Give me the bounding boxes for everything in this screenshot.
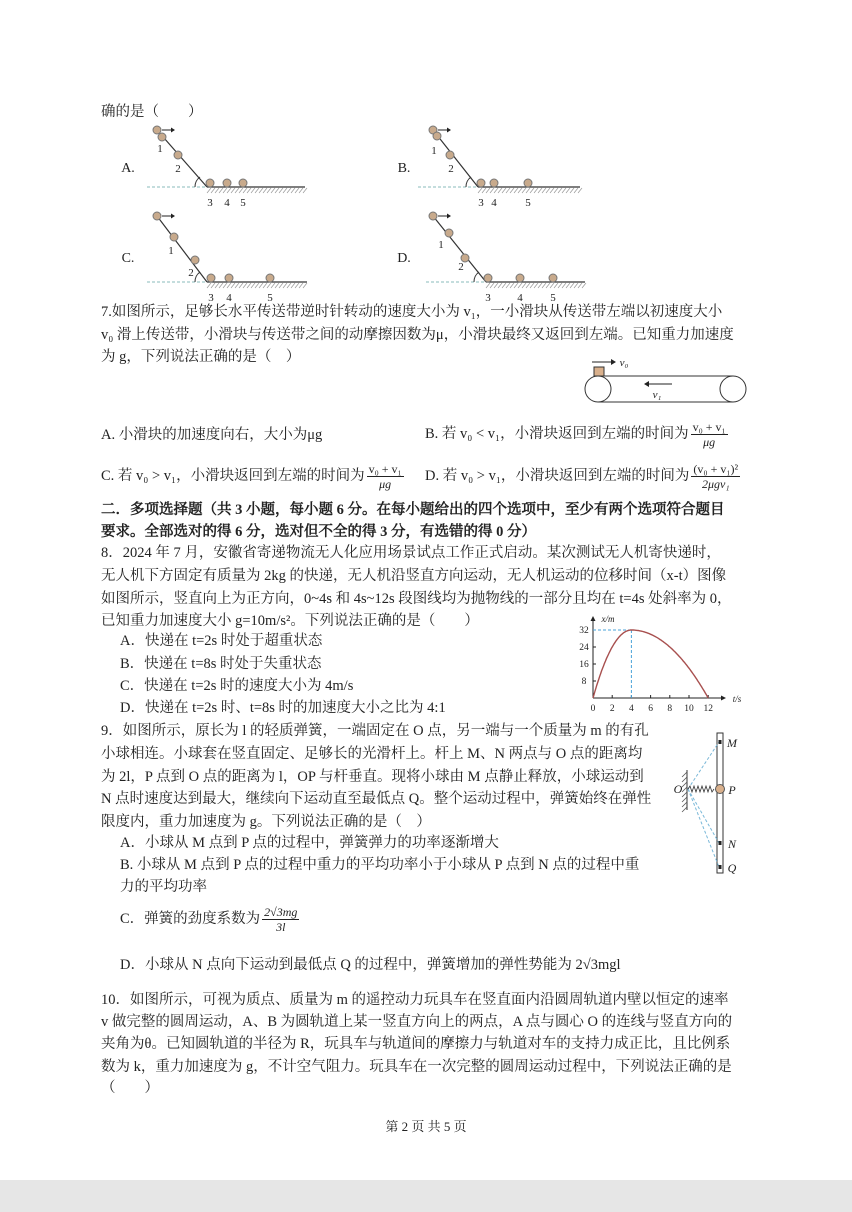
q10-line: v 做完整的圆周运动，A、B 为圆轨道上某一竖直方向上的两点，A 点与圆心 O 的连线与竖直方向的 (101, 1014, 733, 1030)
section-heading: 二．多项选择题（共 3 小题，每小题 6 分。在每小题给出的四个选项中，至少有两个选项符合题目 (101, 502, 725, 518)
ground-hatch (303, 188, 307, 193)
x-tick-label: 2 (609, 704, 615, 714)
ground-hatch (518, 283, 522, 288)
ground-hatch (558, 188, 562, 193)
angle-arc (466, 177, 471, 187)
x-tick-label: 10 (684, 704, 694, 714)
ground-hatch (287, 283, 291, 288)
ground-hatch (259, 188, 263, 193)
x-tick-label: 12 (703, 704, 713, 714)
ground-hatch (582, 283, 586, 288)
ground-hatch (243, 188, 247, 193)
ground-hatch (578, 188, 582, 193)
ground-hatch (211, 283, 215, 288)
ground-hatch (490, 283, 494, 288)
ball (158, 133, 166, 141)
ground-hatch (235, 188, 239, 193)
position-number: 1 (157, 143, 163, 155)
ground-hatch (283, 188, 287, 193)
ground-hatch (251, 283, 255, 288)
ball (433, 132, 441, 140)
ground-hatch (219, 283, 223, 288)
ball (174, 151, 182, 159)
ground-hatch (546, 283, 550, 288)
ground-hatch (223, 188, 227, 193)
ground-hatch (486, 188, 490, 193)
position-number: 1 (168, 245, 174, 257)
position-number: 1 (438, 239, 444, 251)
option-label: B. (397, 161, 411, 176)
x-axis-label: t/s (732, 694, 742, 704)
q9-line: 为 2l，P 点到 O 点的距离为 l，OP 与杆垂直。现将小球由 M 点静止释放，小球运动到 (101, 769, 644, 785)
position-number: 2 (458, 261, 464, 273)
point-label-M: M (727, 736, 737, 750)
ground-hatch (247, 188, 251, 193)
wall-hatch (682, 802, 687, 807)
ground-hatch (227, 188, 231, 193)
q7-option-b (425, 420, 730, 449)
ground-hatch (554, 283, 558, 288)
ground-hatch (498, 188, 502, 193)
q10-line: （ ） (101, 1080, 159, 1096)
q9-line: 限度内，重力加速度为 g。下列说法正确的是（ ） (101, 814, 431, 830)
ground-hatch (534, 188, 538, 193)
ground-hatch (482, 188, 486, 193)
ball (477, 179, 485, 187)
ground-hatch (566, 283, 570, 288)
position-number: 5 (240, 197, 246, 209)
q9-line: N 点时速度达到最大，继续向下运动直至最低点 Q。整个运动过程中，弹簧始终在弹性 (101, 791, 652, 807)
ball (549, 274, 557, 282)
numerator: (v₀ + v₁)² (693, 462, 739, 476)
displacement-curve (593, 630, 708, 698)
point-label-O: O (673, 782, 683, 796)
ground-hatch (530, 283, 534, 288)
ground-hatch (574, 283, 578, 288)
q8-line: 无人机下方固定有质量为 2kg 的快递，无人机沿竖直方向运动，无人机运动的位移时间（x-t）图像 (101, 568, 727, 584)
ball (445, 229, 453, 237)
ground-hatch (299, 283, 303, 288)
option-label: A. (121, 161, 135, 176)
q9-option-a: A．小球从 M 点到 P 点的过程中，弹簧弹力的功率逐渐增大 (120, 835, 499, 851)
q8-line: 已知重力加速度大小 g=10m/s²。下列说法正确的是（ ） (101, 613, 479, 629)
ball (490, 179, 498, 187)
x-tick-label: 8 (667, 704, 673, 714)
q8-option-c: C．快递在 t=2s 时的速度大小为 4m/s (120, 678, 354, 694)
ground-hatch (510, 188, 514, 193)
ground-hatch (291, 283, 295, 288)
arrow-head-icon (644, 381, 649, 387)
angle-arc (474, 272, 479, 282)
ground-hatch (506, 283, 510, 288)
ground-hatch (498, 283, 502, 288)
position-number: 3 (208, 292, 214, 304)
q9-option-c (120, 905, 301, 934)
ground-hatch (570, 283, 574, 288)
ground-hatch (271, 188, 275, 193)
y-axis-label: x/m (601, 614, 615, 624)
right-pulley (720, 376, 746, 402)
ground-hatch (219, 188, 223, 193)
arrow-head-icon (447, 214, 451, 219)
q7-line: 7.如图所示，足够长水平传送带逆时针转动的速度大小为 v₁，一小滑块从传送带左端以初速度大小 (101, 304, 723, 320)
ball (266, 274, 274, 282)
ball (516, 274, 524, 282)
x-tick-label: 6 (648, 704, 653, 714)
ground-hatch (558, 283, 562, 288)
ground-hatch (231, 283, 235, 288)
ground-hatch (562, 283, 566, 288)
ground-hatch (550, 188, 554, 193)
ground-hatch (295, 283, 299, 288)
ground-hatch (494, 283, 498, 288)
position-number: 2 (188, 267, 194, 279)
position-number: 4 (517, 292, 523, 304)
vertical-rod (717, 733, 723, 873)
dashed-line-to-N (688, 789, 719, 843)
left-pulley (585, 376, 611, 402)
position-number: 4 (224, 197, 230, 209)
point-marker-M (719, 740, 722, 744)
ground-hatch (518, 188, 522, 193)
numerator: v₀ + v₁ (692, 420, 726, 434)
q7-option-d-text: D. 若 v₀ > v₁，小滑块返回到左端的时间为 (425, 467, 690, 484)
wall-hatch (682, 787, 687, 792)
y-tick-label: 8 (581, 677, 587, 687)
ground-hatch (538, 283, 542, 288)
point-marker-N (719, 841, 722, 845)
q8-option-b: B．快递在 t=8s 时处于失重状态 (120, 656, 322, 672)
q7-option-c-fraction (367, 462, 404, 491)
ground-hatch (271, 283, 275, 288)
ground-hatch (530, 188, 534, 193)
ground-hatch (267, 188, 271, 193)
ground-hatch (243, 283, 247, 288)
q8-line: 如图所示，竖直向上为正方向，0~4s 和 4s~12s 段图线均为抛物线的一部分且均在 t=4s 处斜率为 0， (101, 591, 732, 607)
point-marker-Q (719, 865, 722, 869)
q6-question-tail: 确的是（ ） (101, 104, 203, 120)
ball (524, 179, 532, 187)
arrow-head-icon (447, 128, 451, 133)
ground-hatch (207, 188, 211, 193)
position-number: 3 (485, 292, 491, 304)
ground-hatch (490, 188, 494, 193)
wall-hatch (682, 777, 687, 782)
y-axis-arrow-icon (591, 616, 596, 621)
ground-hatch (510, 283, 514, 288)
ground-hatch (215, 283, 219, 288)
q9-option-d: D．小球从 N 点向下运动到最低点 Q 的过程中，弹簧增加的弹性势能为 2√3mgl (120, 957, 621, 973)
ground-hatch (279, 188, 283, 193)
ground-hatch (542, 188, 546, 193)
start-ball (153, 126, 161, 134)
ground-hatch (259, 283, 263, 288)
q9-option-c-fraction (262, 905, 299, 934)
section-heading: 要求。全部选对的得 6 分，选对但不全的得 3 分，有选错的得 0 分） (101, 524, 536, 540)
x-axis-arrow-icon (721, 696, 726, 701)
y-tick-label: 24 (579, 643, 589, 653)
position-number: 2 (175, 163, 181, 175)
ground-hatch (566, 188, 570, 193)
ground-hatch (578, 283, 582, 288)
ground-hatch (550, 283, 554, 288)
ground-hatch (275, 188, 279, 193)
x-tick-label: 0 (590, 704, 596, 714)
ball (206, 179, 214, 187)
q10-line: 数为 k，重力加速度为 g，不计空气阻力。玩具车在一次完整的圆周运动过程中，下列说法正确的是 (101, 1059, 732, 1075)
wall-hatch (682, 807, 687, 812)
ground-hatch (303, 283, 307, 288)
ground-hatch (211, 188, 215, 193)
q9-line: 小球相连。小球套在竖直固定、足够长的光滑杆上。杆上 M、N 两点与 O 点的距离均 (101, 746, 643, 762)
numerator: 2√3mg (264, 905, 298, 919)
ground-hatch (538, 188, 542, 193)
ground-hatch (239, 283, 243, 288)
ground-hatch (291, 188, 295, 193)
x-tick-label: 4 (629, 704, 634, 714)
position-number: 5 (550, 292, 556, 304)
q7-option-d (425, 462, 742, 491)
wall-hatch (682, 792, 687, 797)
ground-hatch (235, 283, 239, 288)
point-label-P: P (728, 783, 736, 797)
ground-hatch (255, 283, 259, 288)
ground-hatch (526, 188, 530, 193)
ground-hatch (227, 283, 231, 288)
ground-hatch (247, 283, 251, 288)
ball (191, 256, 199, 264)
ground-hatch (215, 188, 219, 193)
y-tick-label: 32 (579, 626, 589, 636)
ground-hatch (522, 188, 526, 193)
ground-hatch (223, 283, 227, 288)
ground-hatch (542, 283, 546, 288)
v1-label: v₁ (652, 389, 662, 401)
q8-line: 8．2024 年 7 月，安徽省寄递物流无人化应用场景试点工作正式启动。某次测试无人机寄快递时， (101, 545, 721, 561)
ground-hatch (486, 283, 490, 288)
wall-hatch (682, 797, 687, 802)
ground-hatch (534, 283, 538, 288)
ground-hatch (267, 283, 271, 288)
ground-hatch (522, 283, 526, 288)
start-ball (153, 212, 161, 220)
q8-option-d: D．快递在 t=2s 时、t=8s 时的加速度大小之比为 4:1 (120, 700, 446, 716)
position-number: 5 (525, 197, 531, 209)
q9-option-b-cont: 力的平均功率 (120, 879, 207, 895)
ground-hatch (574, 188, 578, 193)
arrow-head-icon (171, 214, 175, 219)
denominator: μg (703, 435, 716, 449)
ball (446, 151, 454, 159)
ground-hatch (506, 188, 510, 193)
q7-option-a: A. 小滑块的加速度向右，大小为μg (101, 427, 323, 443)
ball (239, 179, 247, 187)
q10-line: 10．如图所示，可视为质点、质量为 m 的遥控动力玩具车在竖直面内沿圆周轨道内壁以恒定的速率 (101, 992, 729, 1008)
ball (207, 274, 215, 282)
spring (688, 786, 714, 792)
ground-hatch (231, 188, 235, 193)
ground-hatch (299, 188, 303, 193)
ground-hatch (570, 188, 574, 193)
page-bottom-margin (0, 1180, 852, 1212)
position-number: 3 (478, 197, 484, 209)
q7-option-b-text: B. 若 v₀ < v₁，小滑块返回到左端的时间为 (425, 425, 689, 442)
position-number: 5 (267, 292, 273, 304)
ground-hatch (562, 188, 566, 193)
dashed-line-to-M (688, 742, 719, 789)
q8-option-a: A．快递在 t=2s 时处于超重状态 (120, 633, 323, 649)
q10-line: 夹角为θ。已知圆轨道的半径为 R，玩具车与轨道间的摩擦力与轨道对车的支持力成正比，且比例系 (101, 1036, 731, 1052)
q9-option-c-text: C．弹簧的劲度系数为 (120, 910, 261, 927)
dashed-line-to-Q (688, 789, 719, 867)
ground-hatch (514, 188, 518, 193)
ground-hatch (275, 283, 279, 288)
ball (170, 233, 178, 241)
ground-hatch (554, 188, 558, 193)
v0-label: v₀ (619, 357, 629, 369)
q9-option-b: B. 小球从 M 点到 P 点的过程中重力的平均功率小于小球从 P 点到 N 点的过程中重 (120, 857, 640, 873)
ground-hatch (251, 188, 255, 193)
ground-hatch (502, 188, 506, 193)
position-number: 4 (226, 292, 232, 304)
q7-line: v₀ 滑上传送带，小滑块与传送带之间的动摩擦因数为μ，小滑块最终又返回到左端。已知重力加速度 (101, 327, 734, 343)
position-number: 4 (491, 197, 497, 209)
page-footer: 第 2 页 共 5 页 (385, 1119, 467, 1134)
q7-option-c (101, 462, 406, 491)
ground-hatch (263, 283, 267, 288)
ground-hatch (239, 188, 243, 193)
ball (225, 274, 233, 282)
denominator: 3l (276, 920, 286, 934)
ground-hatch (514, 283, 518, 288)
q7-option-b-fraction (691, 420, 728, 449)
denominator: μg (379, 477, 392, 491)
ground-hatch (279, 283, 283, 288)
ground-hatch (494, 188, 498, 193)
q7-line: 为 g，下列说法正确的是（ ） (101, 349, 301, 365)
q7-option-c-text: C. 若 v₀ > v₁，小滑块返回到左端的时间为 (101, 467, 365, 484)
arrow-head-icon (171, 128, 175, 133)
ground-hatch (502, 283, 506, 288)
ground-hatch (287, 188, 291, 193)
position-number: 2 (448, 163, 454, 175)
ground-hatch (526, 283, 530, 288)
position-number: 3 (207, 197, 213, 209)
angle-arc (195, 272, 200, 282)
ground-hatch (207, 283, 211, 288)
wall-hatch (682, 772, 687, 777)
ground-hatch (295, 188, 299, 193)
slider-block (594, 367, 604, 376)
y-tick-label: 16 (579, 660, 589, 670)
denominator: 2μgv₁ (701, 477, 730, 491)
wall-hatch (682, 782, 687, 787)
ground-hatch (283, 283, 287, 288)
q9-line: 9．如图所示，原长为 l 的轻质弹簧，一端固定在 O 点，另一端与一个质量为 m 的有孔 (101, 723, 649, 739)
option-label: D. (397, 251, 411, 266)
ball (484, 274, 492, 282)
position-number: 1 (431, 145, 437, 157)
ground-hatch (478, 188, 482, 193)
start-ball (429, 212, 437, 220)
point-label-Q: Q (727, 861, 737, 875)
ground-hatch (263, 188, 267, 193)
q7-option-d-fraction (691, 462, 740, 491)
numerator: v₀ + v₁ (368, 462, 402, 476)
ball (223, 179, 231, 187)
ground-hatch (546, 188, 550, 193)
ball-p (716, 785, 725, 794)
point-label-N: N (727, 837, 737, 851)
ground-hatch (255, 188, 259, 193)
arrow-head-icon (611, 359, 616, 365)
option-label: C. (121, 251, 135, 266)
